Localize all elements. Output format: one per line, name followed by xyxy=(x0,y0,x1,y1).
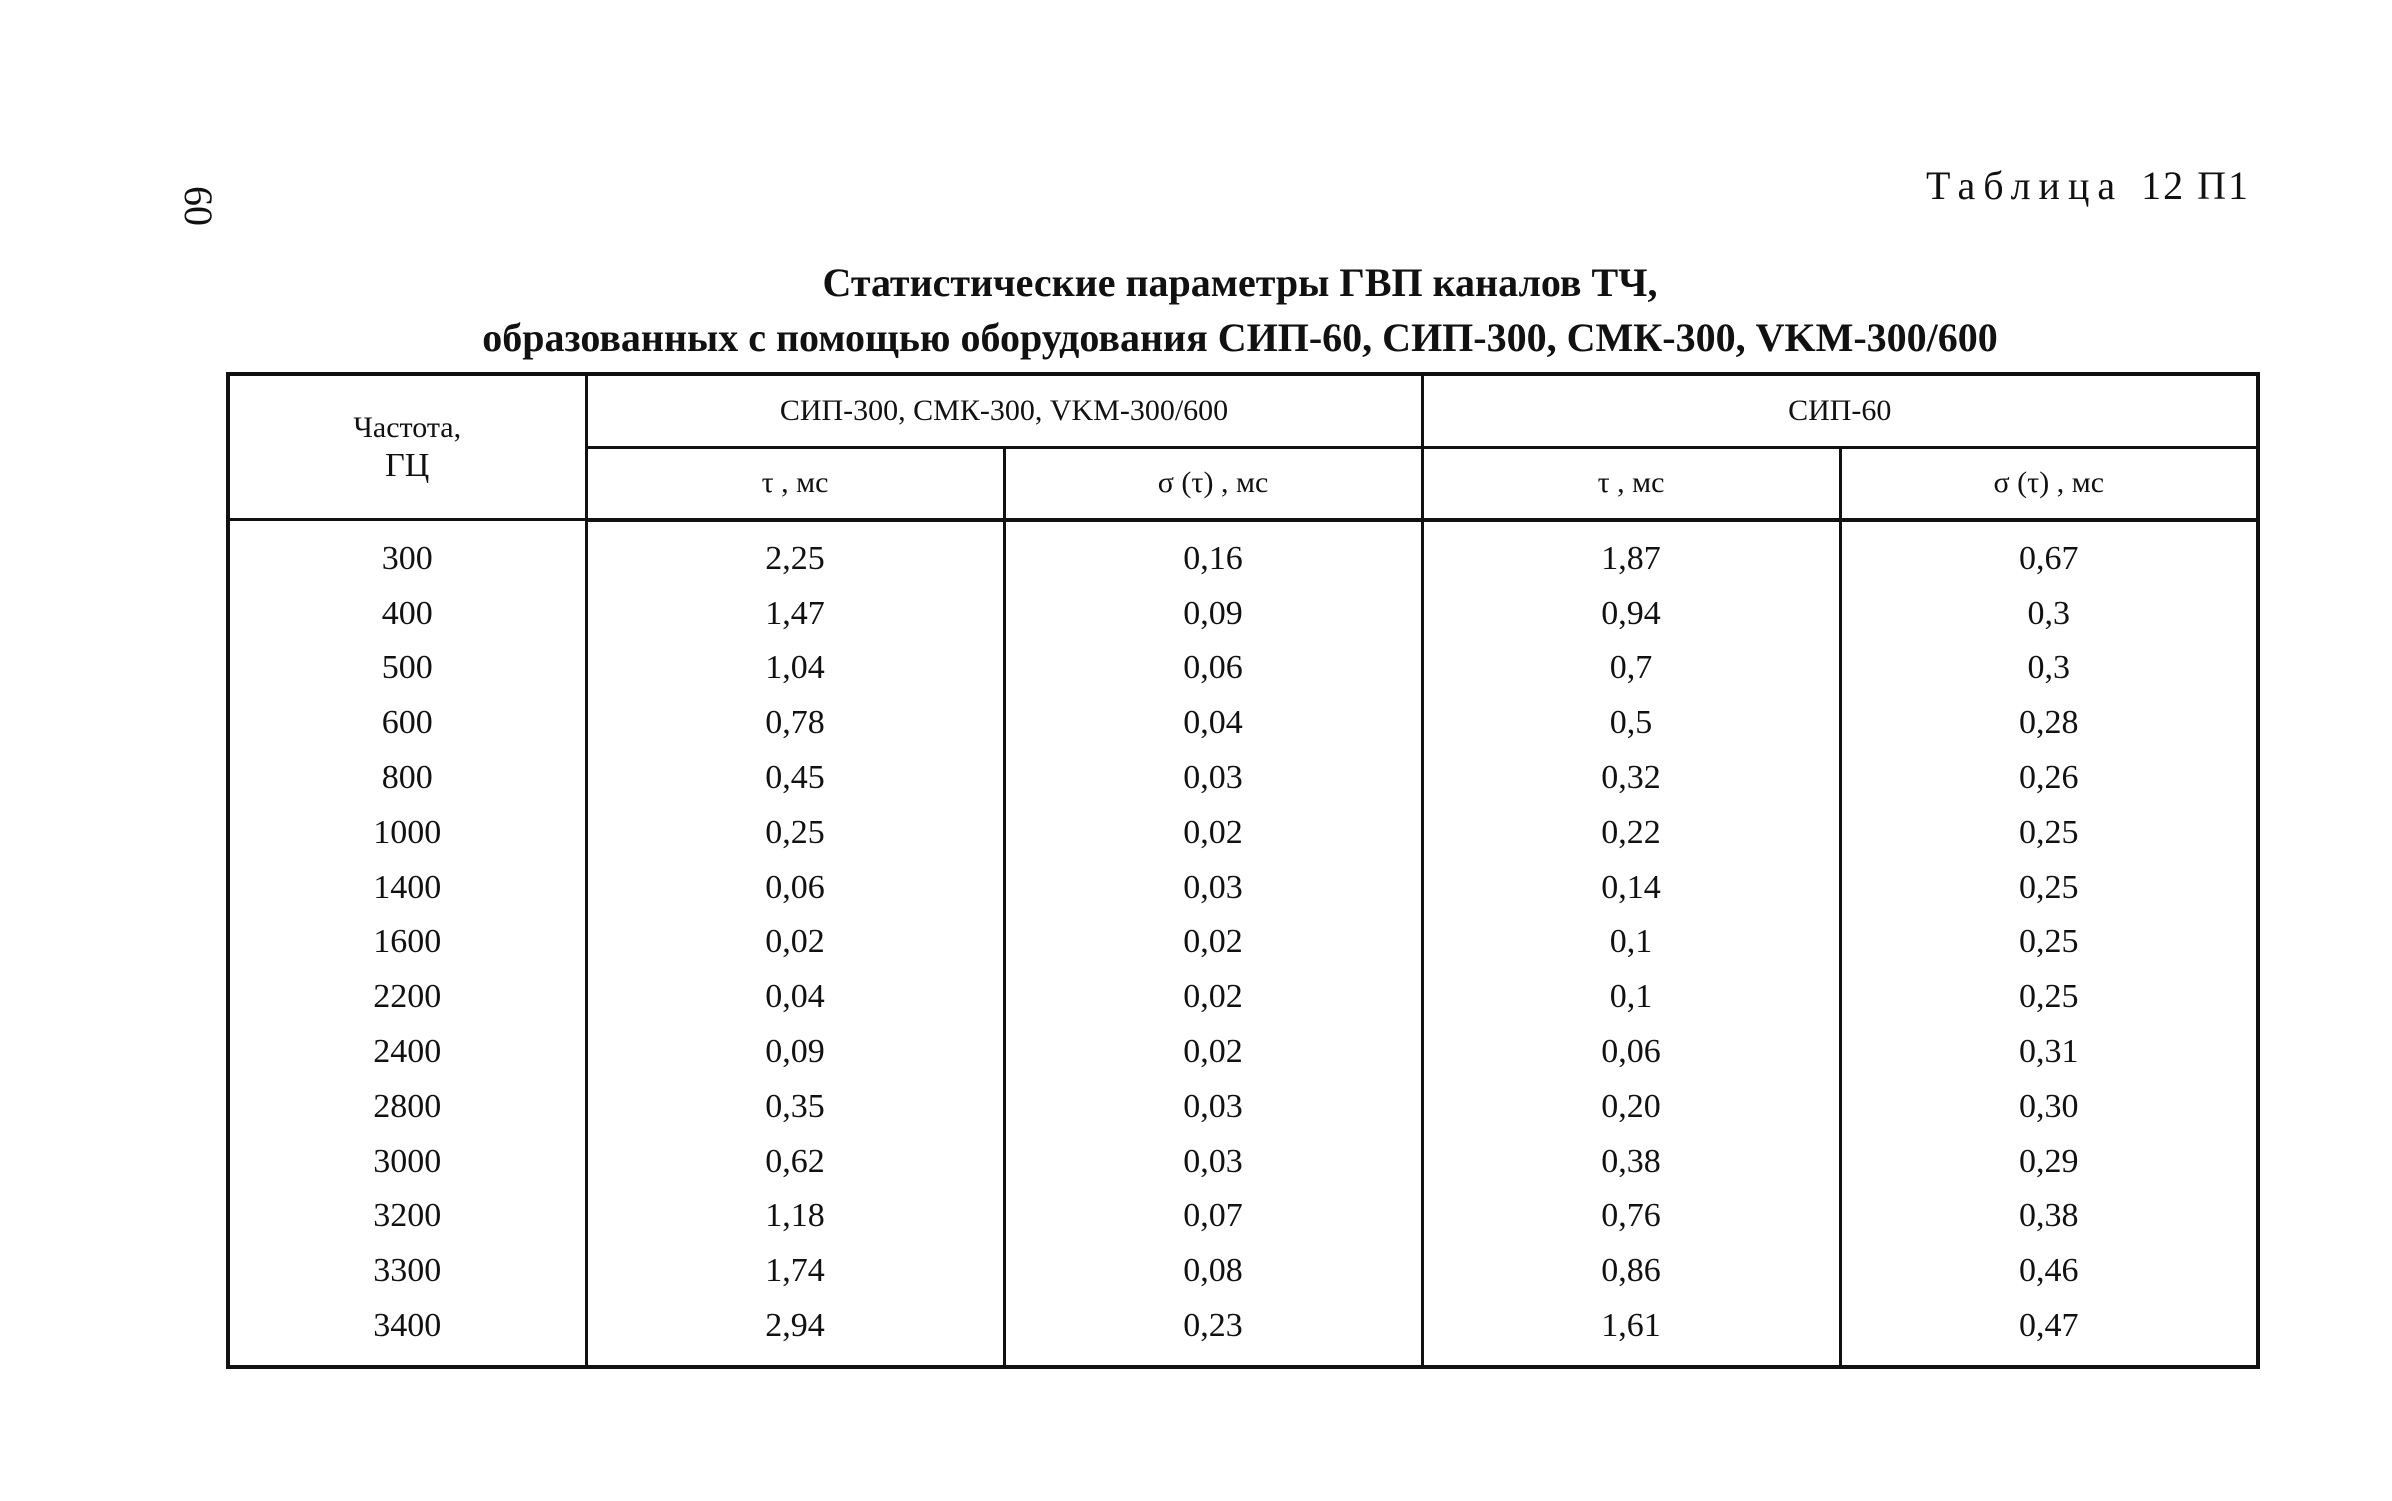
sip60-sigma-cell: 0,28 xyxy=(1840,696,2258,751)
page-number: 60 xyxy=(176,186,221,226)
subheader-sigma: σ (τ) , мс xyxy=(1840,448,2258,520)
sip300-sigma-cell: 0,02 xyxy=(1004,970,1422,1025)
sip60-sigma-cell: 0,46 xyxy=(1840,1244,2258,1299)
sip300-tau-cell: 0,78 xyxy=(586,696,1004,751)
sip300-sigma-cell: 0,16 xyxy=(1004,520,1422,587)
table-label-word: Таблица xyxy=(1926,163,2124,208)
sip300-tau-cell: 0,06 xyxy=(586,860,1004,915)
sip300-tau-cell: 2,94 xyxy=(586,1299,1004,1368)
sip60-sigma-cell: 0,25 xyxy=(1840,860,2258,915)
table-row xyxy=(228,860,2258,915)
sip60-sigma-cell: 0,67 xyxy=(1840,520,2258,587)
frequency-header-label: Частота, xyxy=(353,411,462,444)
sip60-sigma-cell: 0,3 xyxy=(1840,586,2258,641)
sip60-sigma-cell: 0,31 xyxy=(1840,1025,2258,1080)
sip60-tau-cell: 0,22 xyxy=(1422,805,1840,860)
sip60-sigma-cell: 0,47 xyxy=(1840,1299,2258,1368)
table-row xyxy=(228,1134,2258,1189)
sip60-sigma-cell: 0,25 xyxy=(1840,970,2258,1025)
sip60-tau-cell: 0,1 xyxy=(1422,915,1840,970)
sip300-tau-cell: 2,25 xyxy=(586,520,1004,587)
frequency-cell: 2800 xyxy=(228,1079,586,1134)
sip60-sigma-cell: 0,3 xyxy=(1840,641,2258,696)
sip300-sigma-cell: 0,23 xyxy=(1004,1299,1422,1368)
subheader-tau: τ , мс xyxy=(586,448,1004,520)
table-row xyxy=(228,970,2258,1025)
frequency-cell: 300 xyxy=(228,520,586,587)
sip300-sigma-cell: 0,04 xyxy=(1004,696,1422,751)
sip60-tau-cell: 1,87 xyxy=(1422,520,1840,587)
group-header-sip300: СИП-300, СМК-300, VKM-300/600 xyxy=(586,374,1422,448)
sip300-sigma-cell: 0,03 xyxy=(1004,1079,1422,1134)
table-header xyxy=(228,374,2258,520)
table-row xyxy=(228,1025,2258,1080)
sip300-sigma-cell: 0,03 xyxy=(1004,1134,1422,1189)
sip60-tau-cell: 0,32 xyxy=(1422,751,1840,806)
sip60-tau-cell: 0,7 xyxy=(1422,641,1840,696)
sip300-tau-cell: 1,04 xyxy=(586,641,1004,696)
frequency-cell: 2200 xyxy=(228,970,586,1025)
sip300-sigma-cell: 0,02 xyxy=(1004,1025,1422,1080)
sip60-tau-cell: 0,76 xyxy=(1422,1189,1840,1244)
subheader-tau: τ , мс xyxy=(1422,448,1840,520)
frequency-cell: 500 xyxy=(228,641,586,696)
frequency-cell: 3000 xyxy=(228,1134,586,1189)
sip300-tau-cell: 0,45 xyxy=(586,751,1004,806)
sip60-sigma-cell: 0,30 xyxy=(1840,1079,2258,1134)
sip60-sigma-cell: 0,38 xyxy=(1840,1189,2258,1244)
sip300-tau-cell: 0,62 xyxy=(586,1134,1004,1189)
table-row xyxy=(228,751,2258,806)
sip300-sigma-cell: 0,08 xyxy=(1004,1244,1422,1299)
sip300-tau-cell: 1,18 xyxy=(586,1189,1004,1244)
parameters-table xyxy=(226,372,2260,1369)
table-row xyxy=(228,696,2258,751)
table-title-line2: образованных с помощью оборудования СИП-60, СИП-300, СМК-300, VKM-300/600 xyxy=(482,315,1998,360)
sip60-tau-cell: 0,1 xyxy=(1422,970,1840,1025)
frequency-cell: 600 xyxy=(228,696,586,751)
table-title-line1: Статистические параметры ГВП каналов ТЧ, xyxy=(822,260,1658,305)
sip300-tau-cell: 0,02 xyxy=(586,915,1004,970)
frequency-cell: 2400 xyxy=(228,1025,586,1080)
sip60-sigma-cell: 0,25 xyxy=(1840,805,2258,860)
sip300-sigma-cell: 0,03 xyxy=(1004,751,1422,806)
sip60-sigma-cell: 0,29 xyxy=(1840,1134,2258,1189)
table-row xyxy=(228,641,2258,696)
table-row xyxy=(228,1244,2258,1299)
sip60-tau-cell: 0,14 xyxy=(1422,860,1840,915)
frequency-cell: 1600 xyxy=(228,915,586,970)
table-row xyxy=(228,805,2258,860)
frequency-cell: 800 xyxy=(228,751,586,806)
sip60-tau-cell: 0,86 xyxy=(1422,1244,1840,1299)
frequency-cell: 3200 xyxy=(228,1189,586,1244)
frequency-cell: 1400 xyxy=(228,860,586,915)
sip60-tau-cell: 1,61 xyxy=(1422,1299,1840,1368)
frequency-cell: 400 xyxy=(228,586,586,641)
frequency-cell: 3400 xyxy=(228,1299,586,1368)
table-row xyxy=(228,915,2258,970)
sip300-sigma-cell: 0,07 xyxy=(1004,1189,1422,1244)
sip300-sigma-cell: 0,03 xyxy=(1004,860,1422,915)
sip300-tau-cell: 0,35 xyxy=(586,1079,1004,1134)
subheader-sigma: σ (τ) , мс xyxy=(1004,448,1422,520)
table-label-number: 12 П1 xyxy=(2141,163,2250,208)
sip60-sigma-cell: 0,25 xyxy=(1840,915,2258,970)
sip300-tau-cell: 0,25 xyxy=(586,805,1004,860)
frequency-header-unit: ГЦ xyxy=(385,447,430,484)
sip300-tau-cell: 0,04 xyxy=(586,970,1004,1025)
sip300-tau-cell: 0,09 xyxy=(586,1025,1004,1080)
frequency-cell: 1000 xyxy=(228,805,586,860)
group-header-sip60: СИП-60 xyxy=(1422,374,2258,448)
sip300-sigma-cell: 0,06 xyxy=(1004,641,1422,696)
sip300-tau-cell: 1,47 xyxy=(586,586,1004,641)
sip60-tau-cell: 0,5 xyxy=(1422,696,1840,751)
sip300-sigma-cell: 0,02 xyxy=(1004,805,1422,860)
sip60-tau-cell: 0,06 xyxy=(1422,1025,1840,1080)
sip60-tau-cell: 0,20 xyxy=(1422,1079,1840,1134)
table-row xyxy=(228,1079,2258,1134)
table-row xyxy=(228,586,2258,641)
frequency-column-header xyxy=(228,374,586,520)
sip300-tau-cell: 1,74 xyxy=(586,1244,1004,1299)
sip60-tau-cell: 0,94 xyxy=(1422,586,1840,641)
table-row xyxy=(228,520,2258,587)
table-row xyxy=(228,1299,2258,1368)
frequency-cell: 3300 xyxy=(228,1244,586,1299)
sip300-sigma-cell: 0,02 xyxy=(1004,915,1422,970)
table-body xyxy=(228,520,2258,1368)
table-row xyxy=(228,1189,2258,1244)
sip60-sigma-cell: 0,26 xyxy=(1840,751,2258,806)
table-label xyxy=(1926,162,2250,209)
sip300-sigma-cell: 0,09 xyxy=(1004,586,1422,641)
sip60-tau-cell: 0,38 xyxy=(1422,1134,1840,1189)
